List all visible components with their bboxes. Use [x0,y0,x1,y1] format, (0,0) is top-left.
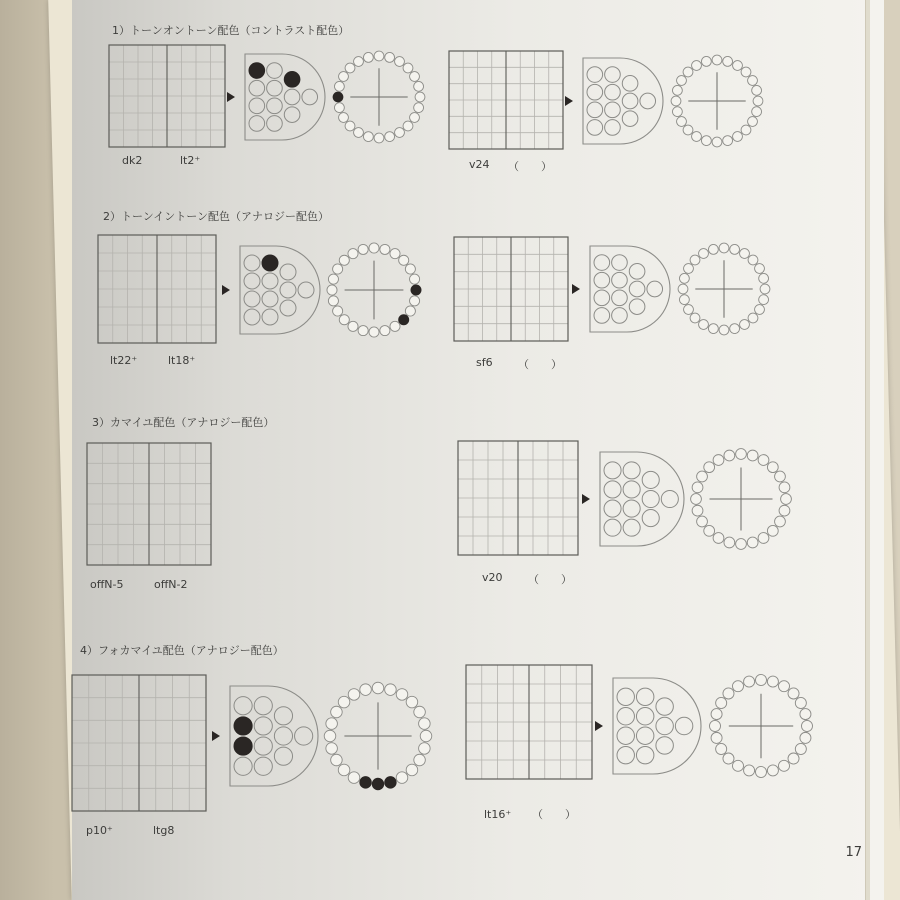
hue-dot [403,63,413,73]
tone-dot [587,67,603,83]
hue-dot [755,305,765,315]
hue-dot-filled [411,285,421,295]
tone-dot [262,291,278,307]
section-3-right-swatch-grid [457,440,579,556]
tone-dot [642,510,659,527]
section-3-right-tone-figure [580,450,790,548]
tone-chart-outline [583,58,663,144]
section-3-left-label-1: offN-5 [90,578,124,591]
section-4-right-answer-blank: （ ） [532,808,576,821]
tone-dot [612,308,628,324]
hue-dot-filled [360,777,372,789]
hue-dot [730,244,740,254]
hue-dot-filled [333,92,343,102]
hue-dot [672,107,682,117]
hue-dot [736,539,747,550]
hue-dot [747,450,758,461]
tone-dot [612,272,628,288]
hue-dot [339,315,349,325]
tone-dot [244,309,260,325]
tone-dot [640,93,656,109]
hue-dot [414,754,426,766]
hue-dot [755,674,766,685]
tone-dot [262,309,278,325]
tone-dot [587,120,603,136]
hue-dot [399,255,409,265]
hue-dot [331,754,343,766]
tone-dot [656,717,673,734]
tone-dot [274,707,292,725]
hue-dot [691,494,702,505]
hue-dot [395,128,405,138]
section-1-left-tone-figure [225,52,425,142]
section-1-left-label-1: dk2 [122,154,143,167]
section-4-heading: 4）フォカマイユ配色（アナロジー配色） [80,644,284,657]
tone-dot [605,102,621,118]
page-number: 17 [845,845,862,860]
section-1-heading: 1）トーンオントーン配色（コントラスト配色） [112,24,350,37]
hue-dot [390,249,400,259]
hue-dot [678,284,688,294]
hue-dot [354,128,364,138]
tone-dot [594,290,610,306]
section-2-right-answer-blank: （ ） [518,358,562,371]
arrow-icon [582,494,590,504]
hue-dot [732,760,743,771]
hue-dot [677,117,687,127]
hue-dot [752,85,762,95]
hue-dot [333,306,343,316]
hue-dot [697,471,708,482]
hue-dot [723,136,733,146]
section-1-left-label-2: lt2⁺ [180,154,201,167]
tone-dot [284,107,300,123]
tone-dot [280,264,296,280]
hue-dot [708,244,718,254]
hue-dot [419,743,431,755]
arrow-icon [572,284,580,294]
hue-dot [767,525,778,536]
tone-dot [594,272,610,288]
hue-dot [338,696,350,708]
section-4-left-swatch-grid [71,674,207,812]
hue-dot [748,255,758,265]
tone-dot [661,490,678,507]
hue-dot [380,326,390,336]
tone-dot-filled [249,63,265,79]
tone-dot [617,746,634,763]
hue-dot [724,537,735,548]
tone-dot [280,300,296,316]
hue-dot [692,505,703,516]
hue-dot [679,273,689,283]
hue-dot [410,274,420,284]
hue-dot [385,684,397,696]
hue-dot [334,81,344,91]
hue-dot [755,264,765,274]
section-3-right-label-1: v20 [482,571,503,584]
hue-dot [420,730,432,742]
section-4-right-swatch-grid [465,664,593,780]
hue-dot [723,688,734,699]
section-3-left-swatch-grid [86,442,212,566]
tone-dot [302,89,318,105]
tone-dot [254,697,272,715]
hue-dot [760,284,770,294]
tone-dot [267,63,283,79]
hue-dot [800,732,811,743]
tone-dot [267,116,283,132]
tone-dot [642,471,659,488]
hue-dot [699,320,709,330]
hue-dot [338,764,350,776]
hue-dot [723,753,734,764]
tone-dot [617,708,634,725]
tone-chart-outline [613,678,701,774]
tone-dot [594,308,610,324]
section-2-left-tone-figure [220,244,420,336]
section-3-right-answer-blank: （ ） [528,573,572,586]
tone-dot [636,688,653,705]
section-2-left-label-2: lt18⁺ [168,354,196,367]
tone-dot [280,282,296,298]
hue-dot [758,533,769,544]
tone-dot [623,481,640,498]
hue-dot [390,321,400,331]
hue-dot [683,125,693,135]
tone-dot [234,757,252,775]
tone-dot [617,688,634,705]
hue-dot [724,450,735,461]
hue-dot [369,327,379,337]
hue-dot [684,264,694,274]
hue-dot [396,772,408,784]
hue-dot [730,324,740,334]
hue-dot [692,132,702,142]
hue-dot [800,709,811,720]
hue-dot [767,462,778,473]
hue-dot [712,137,722,147]
section-2-right-label-1: sf6 [476,356,493,369]
tone-chart-outline [590,246,670,332]
tone-dot-filled [234,737,252,755]
hue-dot [679,295,689,305]
hue-dot [752,107,762,117]
hue-dot [419,718,431,730]
hue-dot [358,244,368,254]
hue-dot [396,689,408,701]
hue-dot [385,52,395,62]
hue-dot [339,113,349,123]
hue-dot [704,462,715,473]
section-1-right-label-1: v24 [469,158,490,171]
hue-dot [374,51,384,61]
section-2-left-label-1: lt22⁺ [110,354,138,367]
hue-dot [405,264,415,274]
hue-dot [677,76,687,86]
tone-dot [249,116,265,132]
hue-dot [403,121,413,131]
hue-dot [414,81,424,91]
hue-dot [327,285,337,295]
tone-dot [636,746,653,763]
hue-dot [690,255,700,265]
hue-dot [747,537,758,548]
section-3-left-label-2: offN-2 [154,578,188,591]
tone-dot [604,462,621,479]
hue-dot [778,760,789,771]
section-4-right-label-1: lt16⁺ [484,808,512,821]
tone-dot [629,299,645,315]
hue-dot [326,718,338,730]
hue-dot [701,56,711,66]
hue-dot [405,306,415,316]
tone-dot [636,727,653,744]
hue-dot [348,772,360,784]
hue-dot [716,697,727,708]
hue-dot [406,764,418,776]
hue-dot [732,681,743,692]
hue-dot [759,295,769,305]
hue-dot [414,103,424,113]
tone-dot [284,89,300,105]
page-edge [865,0,870,900]
hue-dot [788,688,799,699]
hue-dot [775,471,786,482]
hue-dot [788,753,799,764]
section-1-left-swatch-grid [108,44,226,148]
tone-dot [604,519,621,536]
hue-dot [354,57,364,67]
hue-dot [385,132,395,142]
tone-dot [298,282,314,298]
hue-dot [345,63,355,73]
tone-dot [274,747,292,765]
tone-dot [623,500,640,517]
hue-dot [406,696,418,708]
hue-dot [753,96,763,106]
hue-dot [801,720,812,731]
section-2-heading: 2）トーンイントーン配色（アナロジー配色） [103,210,330,223]
hue-dot [712,55,722,65]
hue-dot [395,57,405,67]
tone-dot [587,102,603,118]
hue-dot [339,255,349,265]
hue-dot [334,103,344,113]
hue-dot [711,732,722,743]
hue-dot [716,743,727,754]
section-4-right-tone-figure [593,676,813,776]
hue-dot [711,709,722,720]
hue-dot [736,449,747,460]
tone-dot [629,281,645,297]
tone-dot [234,697,252,715]
hue-dot [741,125,751,135]
hue-dot-filled [372,778,384,790]
section-2-left-swatch-grid [97,234,217,344]
tone-dot [675,717,692,734]
hue-dot [410,113,420,123]
hue-dot [410,72,420,82]
hue-dot [692,61,702,71]
hue-dot [759,273,769,283]
hue-dot [358,326,368,336]
arrow-icon [595,721,603,731]
hue-dot [758,455,769,466]
hue-dot [733,132,743,142]
tone-dot [244,291,260,307]
hue-dot [767,676,778,687]
tone-dot-filled [284,72,300,88]
tone-dot [587,84,603,100]
hue-dot [748,117,758,127]
hue-dot [360,684,372,696]
hue-dot [795,743,806,754]
tone-dot [642,490,659,507]
section-2-right-swatch-grid [453,236,569,342]
hue-dot [697,516,708,527]
hue-dot [671,96,681,106]
tone-dot [656,737,673,754]
section-1-right-tone-figure [563,56,763,146]
hue-dot [741,67,751,77]
hue-dot [795,697,806,708]
hue-dot [363,132,373,142]
hue-dot [713,533,724,544]
hue-dot [740,320,750,330]
hue-dot [779,482,790,493]
arrow-icon [222,285,230,295]
tone-dot [605,84,621,100]
tone-dot [622,93,638,109]
arrow-icon [565,96,573,106]
hue-dot [709,720,720,731]
tone-dot [629,264,645,280]
hue-dot [328,274,338,284]
hue-dot-filled [399,315,409,325]
tone-dot [612,255,628,271]
hue-dot [324,730,336,742]
tone-dot [617,727,634,744]
tone-dot [295,727,313,745]
section-1-right-swatch-grid [448,50,564,150]
hue-dot [744,765,755,776]
tone-dot [274,727,292,745]
hue-dot [701,136,711,146]
hue-dot [767,765,778,776]
hue-dot [692,482,703,493]
hue-dot [339,72,349,82]
tone-dot [244,273,260,289]
hue-dot [713,455,724,466]
hue-dot [719,243,729,253]
tone-dot [244,255,260,271]
hue-dot [755,766,766,777]
tone-dot [267,80,283,96]
hue-dot [699,249,709,259]
tone-dot-filled [234,717,252,735]
tone-dot [612,290,628,306]
tone-dot [254,737,272,755]
hue-dot [778,681,789,692]
tone-dot [254,757,272,775]
section-4-left-tone-figure [210,684,430,788]
hue-dot [333,264,343,274]
hue-dot [348,321,358,331]
tone-dot [647,281,663,297]
hue-dot [719,325,729,335]
hue-dot [348,249,358,259]
hue-dot [781,494,792,505]
tone-dot [604,500,621,517]
hue-dot [415,92,425,102]
hue-dot [331,706,343,718]
hue-dot [683,67,693,77]
hue-dot [779,505,790,516]
hue-dot [744,676,755,687]
tone-dot [594,255,610,271]
hue-dot [748,313,758,323]
tone-dot [249,98,265,114]
tone-dot [622,76,638,92]
section-4-left-label-1: p10⁺ [86,824,113,837]
hue-dot-filled [385,777,397,789]
tone-dot [254,717,272,735]
tone-dot [605,67,621,83]
tone-dot [249,80,265,96]
hue-dot [748,76,758,86]
hue-dot [684,305,694,315]
hue-dot [328,296,338,306]
hue-dot [326,743,338,755]
arrow-icon [212,731,220,741]
hue-dot [410,296,420,306]
hue-dot [369,243,379,253]
tone-dot [656,698,673,715]
tone-dot [604,481,621,498]
section-3-heading: 3）カマイユ配色（アナロジー配色） [92,416,275,429]
hue-dot [380,244,390,254]
hue-dot [345,121,355,131]
hue-dot [723,56,733,66]
hue-dot [363,52,373,62]
hue-dot [672,85,682,95]
hue-dot [414,706,426,718]
section-1-right-answer-blank: （ ） [508,160,552,173]
hue-dot [733,61,743,71]
hue-dot [775,516,786,527]
section-4-left-label-2: ltg8 [153,824,175,837]
hue-dot [690,313,700,323]
tone-dot [623,462,640,479]
tone-dot [636,708,653,725]
hue-dot [740,249,750,259]
section-2-right-tone-figure [570,244,770,334]
tone-dot [605,120,621,136]
arrow-icon [227,92,235,102]
hue-dot [704,525,715,536]
hue-dot [348,689,360,701]
hue-dot [372,682,384,694]
tone-dot [623,519,640,536]
tone-dot-filled [262,255,278,271]
hue-dot [708,324,718,334]
hue-dot [374,133,384,143]
tone-dot [262,273,278,289]
tone-dot [267,98,283,114]
tone-dot [622,111,638,127]
